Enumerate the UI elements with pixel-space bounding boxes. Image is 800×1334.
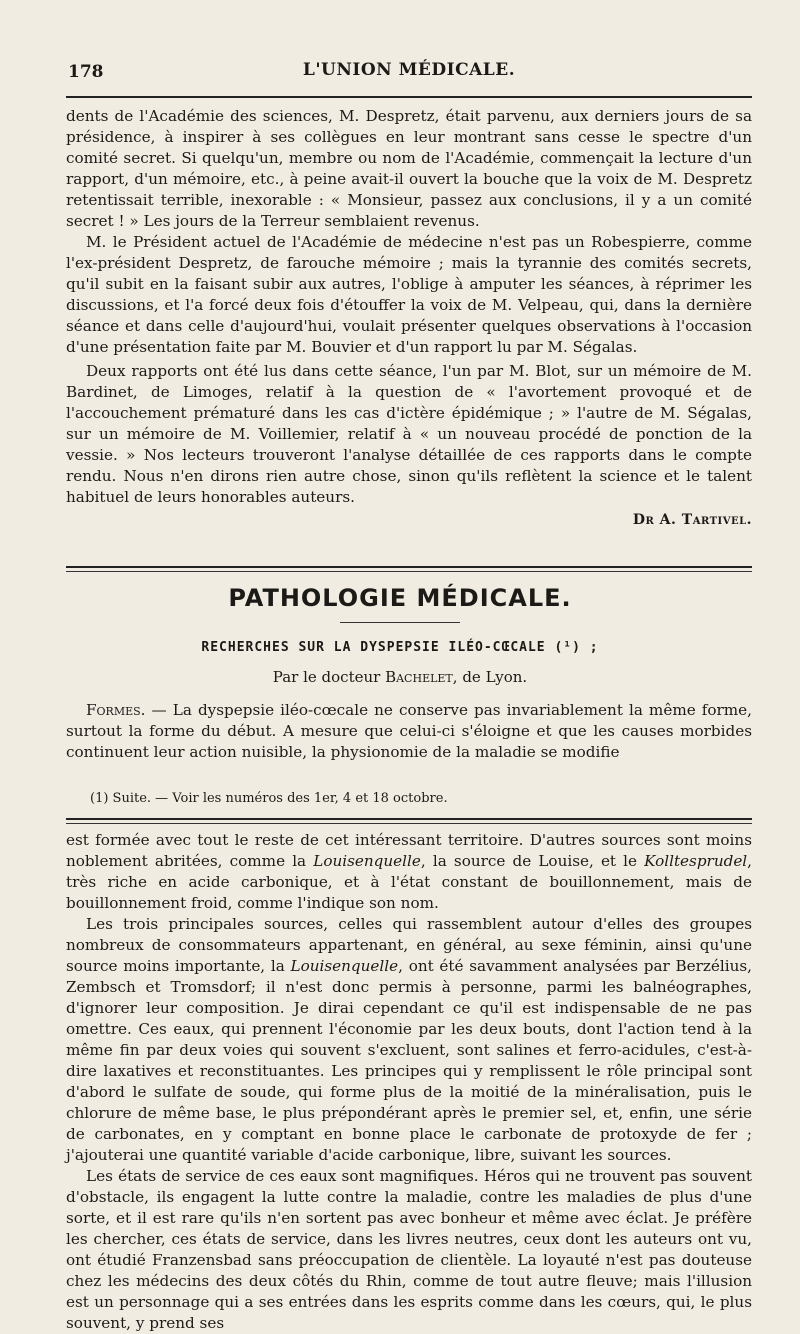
byline-suffix: , de Lyon. xyxy=(452,668,528,686)
article-body xyxy=(66,700,752,763)
section-rule-bottom xyxy=(66,571,752,572)
section-rule-top xyxy=(66,566,752,568)
article-title: RECHERCHES SUR LA DYSPEPSIE ILÉO-CŒCALE (¹) ; xyxy=(201,640,599,655)
article-byline xyxy=(0,668,800,686)
source-name: Kolltesprudel xyxy=(644,852,748,870)
lead-text: — La dyspepsie iléo-cœcale ne conserve pas invariablement la même forme, surtout la forme du début. A mesure que celui-ci s'éloigne et que les causes morbides continuent leur action nuisible, la physionomie de la maladie se modifie xyxy=(66,701,752,761)
author-signature: Dr A. Tartivel. xyxy=(632,512,752,528)
article-lead-paragraph xyxy=(66,700,752,763)
text-run: , très riche en acide carbonique, et à l'état constant de bouillonnement, mais de bouillonnement froid, comme l'indique son nom. xyxy=(66,852,752,912)
source-name: Louisenquelle xyxy=(313,852,421,870)
source-name: Louisenquelle xyxy=(290,957,399,975)
section-title: PATHOLOGIE MÉDICALE. xyxy=(228,584,572,612)
footnote: (1) Suite. — Voir les numéros des 1er, 4 et 18 octobre. xyxy=(90,791,448,806)
feuilleton xyxy=(66,830,752,1334)
text-run: , la source de Louise, et le xyxy=(420,852,645,870)
feuilleton-rule-top xyxy=(66,818,752,820)
feuilleton-rule-bottom xyxy=(66,823,752,824)
text-run: est formée avec tout le reste de cet intéressant territoire. D'autres sources sont moins noblement abritées, comme la xyxy=(66,831,752,870)
journal-title: L'UNION MÉDICALE. xyxy=(302,60,516,80)
top-article xyxy=(66,106,752,528)
running-header xyxy=(68,60,750,86)
byline-prefix: Par le docteur xyxy=(272,668,381,686)
byline-author: Bachelet xyxy=(385,668,453,686)
section-underline xyxy=(340,622,460,623)
page-number: 178 xyxy=(68,62,104,82)
lead-word: Formes. xyxy=(86,701,146,719)
feuilleton-paragraph-2 xyxy=(66,914,752,1166)
text-run: , ont été savamment analysées par Berzélius, Zembsch et Tromsdorf; il n'est donc permis à personne, parmi les balnéographes, d'ignorer leur composition. Je dirai cependant ce qu'il est indispensable de ne pas omettre. Ces eaux, qui prennent l'économie par les deux bouts, dont l'action tend à la même fin par deux voies qui souvent s'excluent, sont salines et ferro-acidules, c'est-à-dire laxatives et reconstituantes. Les principes qui y remplissent le rôle principal sont d'abord le sulfate de soude, qui forme plus de la moitié de la minéralisation, puis le chlorure de même base, le plus prépondérant après le premier sel, et, enfin, une série de carbonates, en y comptant en bonne place le carbonate de protoxyde de fer ; j'ajouterai une quantité variable d'acide carbonique, libre, suivant les sources. xyxy=(66,957,752,1164)
feuilleton-paragraph-3: Les états de service de ces eaux sont magnifiques. Héros qui ne trouvent pas souvent d'obstacle, ils engagent la lutte contre la maladie, contre les maladies de plus d'une sorte, et il est rare qu'ils n'en sortent pas avec bonheur et même avec éclat. Je préfère les chercher, ces états de service, dans les livres neutres, ceux dont les auteurs ont vu, ont étudié Franzensbad sans préoccupation de clientèle. La loyauté n'est pas douteuse chez les médecins des deux côtés du Rhin, comme de tout autre fleuve; mais l'illusion est un personnage qui a ses entrées dans les esprits comme dans les cœurs, qui, le plus souvent, y prend ses xyxy=(66,1167,752,1332)
top-paragraph-3: Deux rapports ont été lus dans cette séance, l'un par M. Blot, sur un mémoire de M. Bardinet, de Limoges, relatif à la question de « l'avortement provoqué et de l'accouchement prématuré dans les cas d'ictère épidémique ; » l'autre de M. Ségalas, sur un mémoire de M. Voillemier, relatif à « un nouveau procédé de ponction de la vessie. » Nos lecteurs trouveront l'analyse détaillée de ces rapports dans le compte rendu. Nous n'en dirons rien autre chose, sinon qu'ils reflètent la science et le talent habituel de leurs honorables auteurs. xyxy=(66,362,752,506)
feuilleton-paragraph-1 xyxy=(66,830,752,914)
text-run: Les trois principales sources, celles qui rassemblent autour d'elles des groupes nombreux de consommateurs appartenant, en général, au sexe féminin, ainsi qu'une source moins importante, la xyxy=(66,915,752,975)
header-rule xyxy=(66,96,752,98)
top-paragraph-1: dents de l'Académie des sciences, M. Despretz, était parvenu, aux derniers jours de sa présidence, à inspirer à ses collègues en leur montrant sans cesse le spectre d'un comité secret. Si quelqu'un, membre ou nom de l'Académie, commençait la lecture d'un rapport, d'un mémoire, etc., à peine avait-il ouvert la bouche que la voix de M. Despretz retentissait terrible, inexorable : « Monsieur, passez aux conclusions, il y a un comité secret ! » Les jours de la Terreur semblaient revenus. xyxy=(66,107,752,230)
top-paragraph-2: M. le Président actuel de l'Académie de médecine n'est pas un Robespierre, comme l'ex-président Despretz, de farouche mémoire ; mais la tyrannie des comités secrets, qu'il subit en la faisant subir aux autres, l'oblige à amputer les séances, à réprimer les discussions, et l'a forcé deux fois d'étouffer la voix de M. Velpeau, qui, dans la dernière séance et dans celle d'aujourd'hui, voulait présenter quelques observations à l'occasion d'une présentation faite par M. Bouvier et d'un rapport lu par M. Ségalas. xyxy=(66,233,752,356)
